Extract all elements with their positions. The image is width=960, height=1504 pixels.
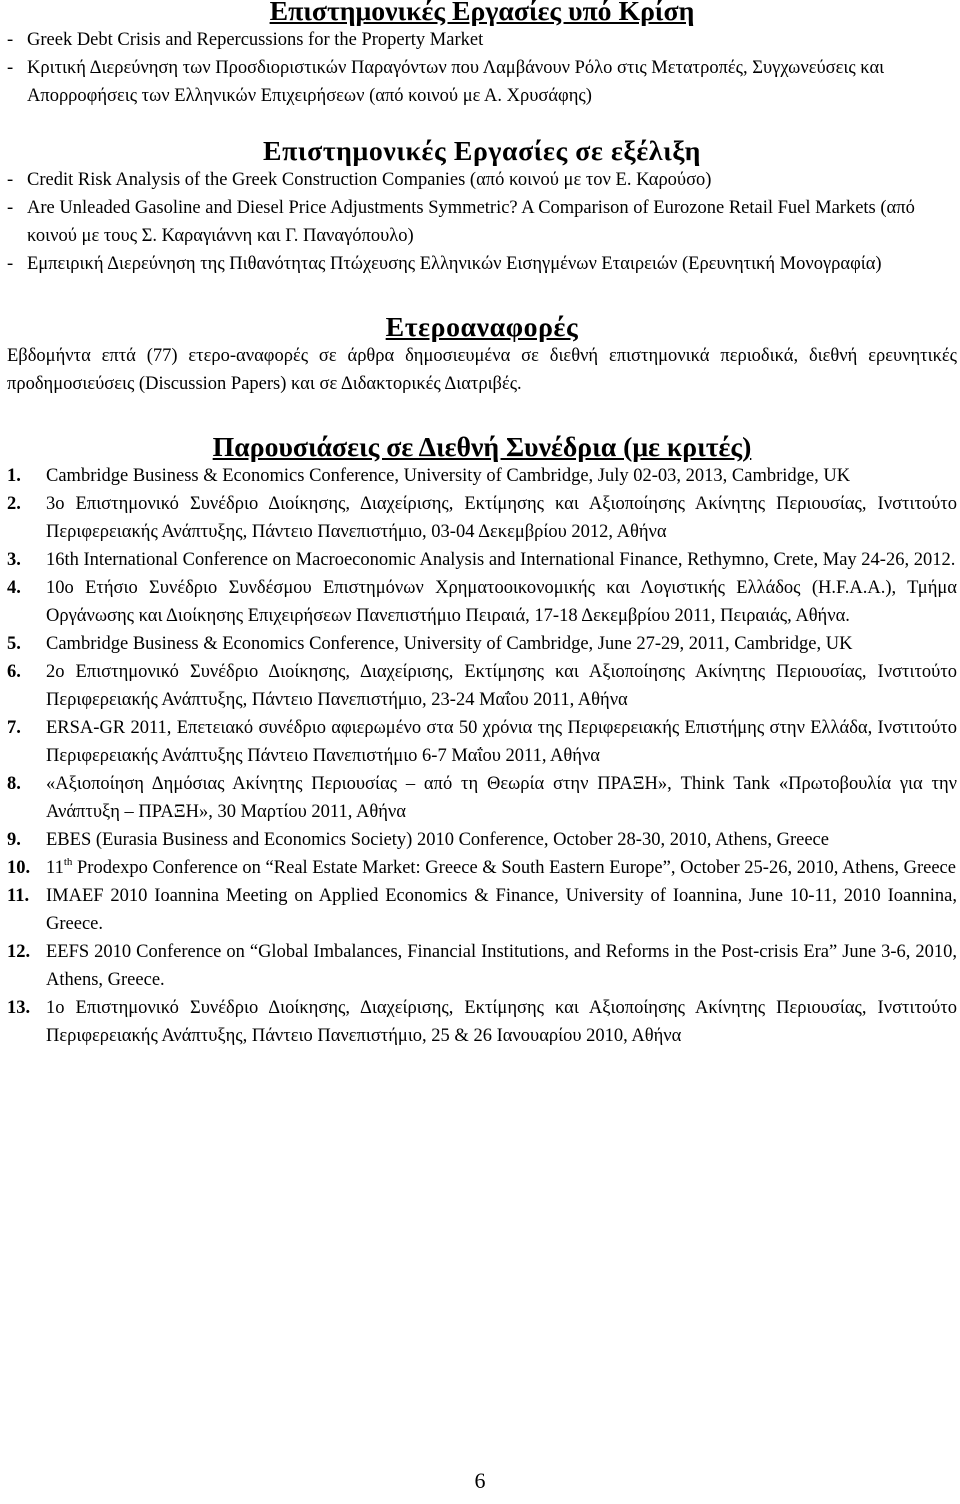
conferences-heading: Παρουσιάσεις σε Διεθνή Συνέδρια (με κριτές): [212, 432, 752, 463]
under-review-heading: Επιστημονικές Εργασίες υπό Κρίση: [269, 0, 695, 27]
dash-bullet: -: [7, 254, 14, 274]
conference-text: EEFS 2010 Conference on “Global Imbalances, Financial Institutions, and Reforms in the Post-crisis Era” June 3-6, 2010, Athens, Greece.: [46, 942, 957, 990]
spacer: [7, 110, 957, 138]
ordinal-suffix: th: [63, 856, 73, 868]
item-number: 11.: [7, 886, 30, 906]
conference-item: [7, 882, 957, 938]
conference-text: EBES (Eurasia Business and Economics Society) 2010 Conference, October 28-30, 2010, Athens, Greece: [46, 830, 829, 850]
document-page: [7, 0, 957, 1050]
list-item: [7, 54, 957, 110]
list-item: [7, 26, 957, 54]
conference-text: Prodexpo Conference on “Real Estate Market: Greece & South Eastern Europe”, October 25-26, 2010, Athens, Greece: [72, 858, 956, 878]
conference-item: [7, 462, 957, 490]
conference-item: [7, 490, 957, 546]
list-item: [7, 166, 957, 194]
conference-item: [7, 770, 957, 826]
conference-item: [7, 854, 957, 882]
under-review-list: [7, 26, 957, 110]
item-number: 9.: [7, 830, 21, 850]
citations-paragraph: Εβδομήντα επτά (77) ετερο-αναφορές σε άρθρα δημοσιευμένα σε διεθνή επιστημονικά περιοδικά, διεθνή ερευνητικές προδημοσιεύσεις (Discussion Papers) και σε Διδακτορικές Διατριβές.: [7, 346, 957, 394]
item-number: 6.: [7, 662, 21, 682]
item-number: 13.: [7, 998, 31, 1018]
conference-item: [7, 938, 957, 994]
citations-heading: Ετεροαναφορές: [385, 312, 579, 343]
list-item-text: Εμπειρική Διερεύνηση της Πιθανότητας Πτώχευσης Ελληνικών Εισηγμένων Εταιρειών (Ερευνητική Μονογραφία): [27, 254, 882, 274]
conference-item: [7, 658, 957, 714]
dash-bullet: -: [7, 170, 14, 190]
conference-item: [7, 994, 957, 1050]
in-progress-heading: Επιστημονικές Εργασίες σε εξέλιξη: [262, 136, 702, 167]
item-number: 3.: [7, 550, 21, 570]
conference-text: ERSA-GR 2011, Επετειακό συνέδριο αφιερωμένο στα 50 χρόνια της Περιφερειακής Επιστήμης στην Ελλάδα, Ινστιτούτο Περιφερειακής Ανάπτυξης Πάντειο Πανεπιστήμιο 6-7 Μαΐου 2011, Αθήνα: [46, 718, 957, 766]
ordinal-number: 11: [46, 858, 64, 878]
conference-text: IMAEF 2010 Ioannina Meeting on Applied Economics & Finance, University of Ioannina, June 10-11, 2010 Ioannina, Greece.: [46, 886, 957, 934]
conference-item: [7, 630, 957, 658]
item-number: 12.: [7, 942, 31, 962]
conference-text: Cambridge Business & Economics Conference, University of Cambridge, July 02-03, 2013, Cambridge, UK: [46, 466, 851, 486]
dash-bullet: -: [7, 58, 14, 78]
dash-bullet: -: [7, 198, 14, 218]
dash-bullet: -: [7, 30, 14, 50]
list-item-text: Greek Debt Crisis and Repercussions for the Property Market: [27, 30, 484, 50]
conference-text: 16th International Conference on Macroeconomic Analysis and International Finance, Rethymno, Crete, May 24-26, 2012.: [46, 550, 956, 570]
list-item: [7, 250, 957, 278]
conference-text: 2ο Επιστημονικό Συνέδριο Διοίκησης, Διαχείρισης, Εκτίμησης και Αξιοποίησης Ακίνητης Περιουσίας, Ινστιτούτο Περιφερειακής Ανάπτυξης, Πάντειο Πανεπιστήμιο, 23-24 Μαΐου 2011, Αθήνα: [46, 662, 957, 710]
spacer: [7, 398, 957, 434]
conference-text: 3ο Επιστημονικό Συνέδριο Διοίκησης, Διαχείρισης, Εκτίμησης και Αξιοποίησης Ακίνητης Περιουσίας, Ινστιτούτο Περιφερειακής Ανάπτυξης, Πάντειο Πανεπιστήμιο, 03-04 Δεκεμβρίου 2012, Αθήνα: [46, 494, 957, 542]
list-item-text: Κριτική Διερεύνηση των Προσδιοριστικών Παραγόντων που Λαμβάνουν Ρόλο στις Μετατροπές, Συγχωνεύσεις και Απορροφήσεις των Ελληνικών Επιχειρήσεων (από κοινού με Α. Χρυσάφης): [27, 58, 885, 106]
list-item-text: Are Unleaded Gasoline and Diesel Price Adjustments Symmetric? A Comparison of Eurozone Retail Fuel Markets (από κοινού με τους Σ. Καραγιάννη και Γ. Παναγόπουλο): [27, 198, 915, 246]
item-number: 7.: [7, 718, 21, 738]
conference-text: «Αξιοποίηση Δημόσιας Ακίνητης Περιουσίας – από τη Θεωρία στην ΠΡΑΞΗ», Think Tank «Πρωτοβουλία για την Ανάπτυξη – ΠΡΑΞΗ», 30 Μαρτίου 2011, Αθήνα: [46, 774, 957, 822]
list-item: [7, 194, 957, 250]
item-number: 8.: [7, 774, 21, 794]
conference-item: [7, 714, 957, 770]
page-number: 6: [474, 1468, 486, 1493]
conferences-list: [7, 462, 957, 1050]
conference-text: Cambridge Business & Economics Conference, University of Cambridge, June 27-29, 2011, Cambridge, UK: [46, 634, 853, 654]
conference-text: 1ο Επιστημονικό Συνέδριο Διοίκησης, Διαχείρισης, Εκτίμησης και Αξιοποίησης Ακίνητης Περιουσίας, Ινστιτούτο Περιφερειακής Ανάπτυξης, Πάντειο Πανεπιστήμιο, 25 & 26 Ιανουαρίου 2010, Αθήνα: [46, 998, 957, 1046]
item-number: 10.: [7, 858, 31, 878]
conference-item: [7, 574, 957, 630]
conference-item: [7, 546, 957, 574]
item-number: 5.: [7, 634, 21, 654]
item-number: 4.: [7, 578, 21, 598]
in-progress-list: [7, 166, 957, 278]
conference-text: 10ο Ετήσιο Συνέδριο Συνδέσμου Επιστημόνων Χρηματοοικονομικής και Λογιστικής Ελλάδος (Η.F.A.A.), Τμήμα Οργάνωσης και Διοίκησης Επιχειρήσεων Πανεπιστήμιο Πειραιά, 17-18 Δεκεμβρίου 2011, Πειραιάς, Αθήνα.: [46, 578, 957, 626]
conference-item: [7, 826, 957, 854]
item-number: 1.: [7, 466, 21, 486]
spacer: [7, 278, 957, 314]
list-item-text: Credit Risk Analysis of the Greek Construction Companies (από κοινού με τον Ε. Καρούσο): [27, 170, 712, 190]
item-number: 2.: [7, 494, 21, 514]
